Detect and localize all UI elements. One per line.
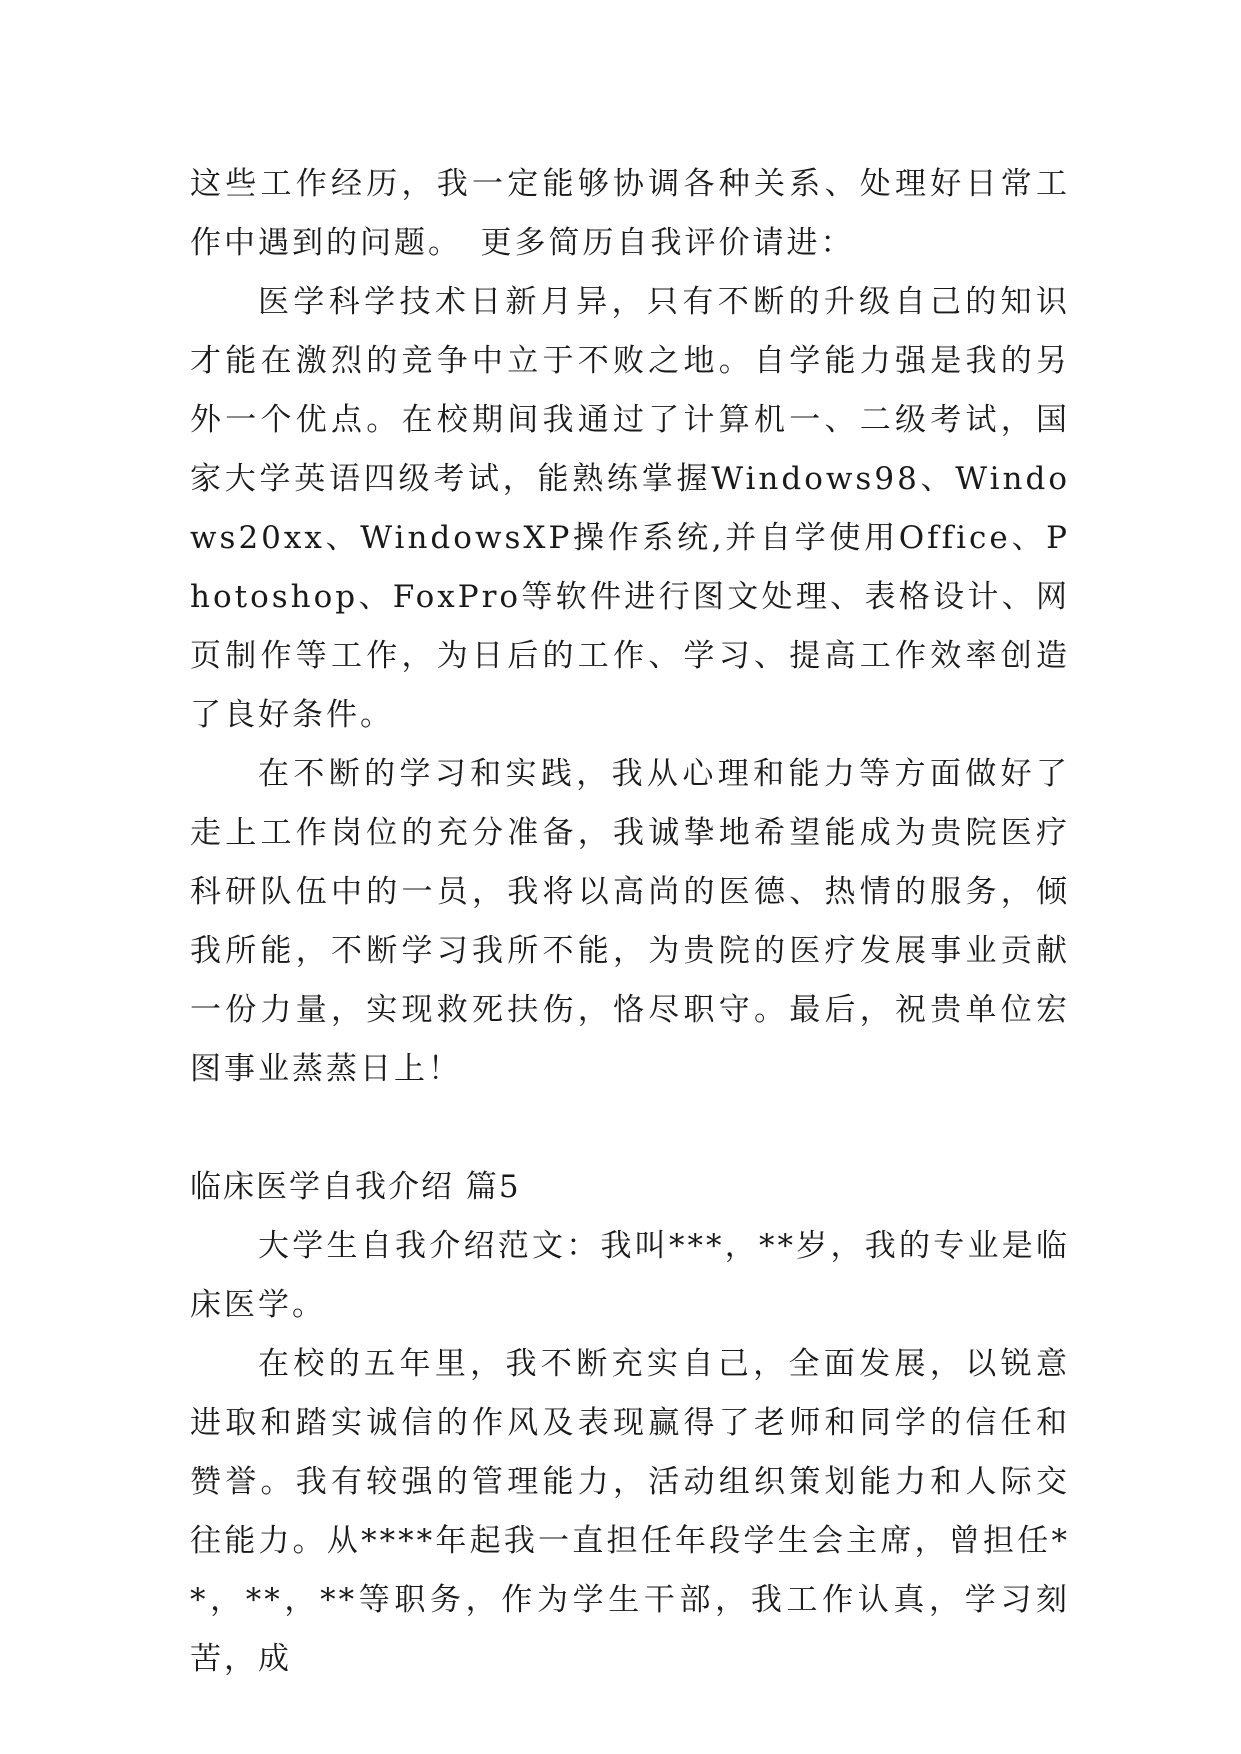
- document-body: [190, 155, 1070, 1689]
- paragraph-work-experience: 这些工作经历，我一定能够协调各种关系、处理好日常工作中遇到的问题。 更多简历自我评价请进：: [190, 166, 1070, 261]
- paragraph-self-study: 医学科学技术日新月异，只有不断的升级自己的知识才能在激烈的竞争中立于不败之地。自学能力强是我的另外一个优点。在校期间我通过了计算机一、二级考试，国家大学英语四级考试，能熟练掌握Windows98、Windows20xx、WindowsXP操作系统,并自学使用Office、Photoshop、FoxPro等软件进行图文处理、表格设计、网页制作等工作，为日后的工作、学习、提高工作效率创造了良好条件。: [190, 284, 1070, 733]
- paragraph-intro: 大学生自我介绍范文：我叫***，**岁，我的专业是临床医学。: [190, 1228, 1070, 1323]
- paragraph-closing: 在不断的学习和实践，我从心理和能力等方面做好了走上工作岗位的充分准备，我诚挚地希望能成为贵院医疗科研队伍中的一员，我将以高尚的医德、热情的服务，倾我所能，不断学习我所不能，为贵院的医疗发展事业贡献一份力量，实现救死扶伤，恪尽职守。最后，祝贵单位宏图事业蒸蒸日上！: [190, 756, 1070, 1087]
- paragraph-school-years: 在校的五年里，我不断充实自己，全面发展，以锐意进取和踏实诚信的作风及表现赢得了老师和同学的信任和赞誉。我有较强的管理能力，活动组织策划能力和人际交往能力。从****年起我一直担任年段学生会主席，曾担任**，**，**等职务，作为学生干部，我工作认真，学习刻苦，成: [190, 1346, 1070, 1677]
- section-heading: 临床医学自我介绍 篇5: [190, 1169, 521, 1205]
